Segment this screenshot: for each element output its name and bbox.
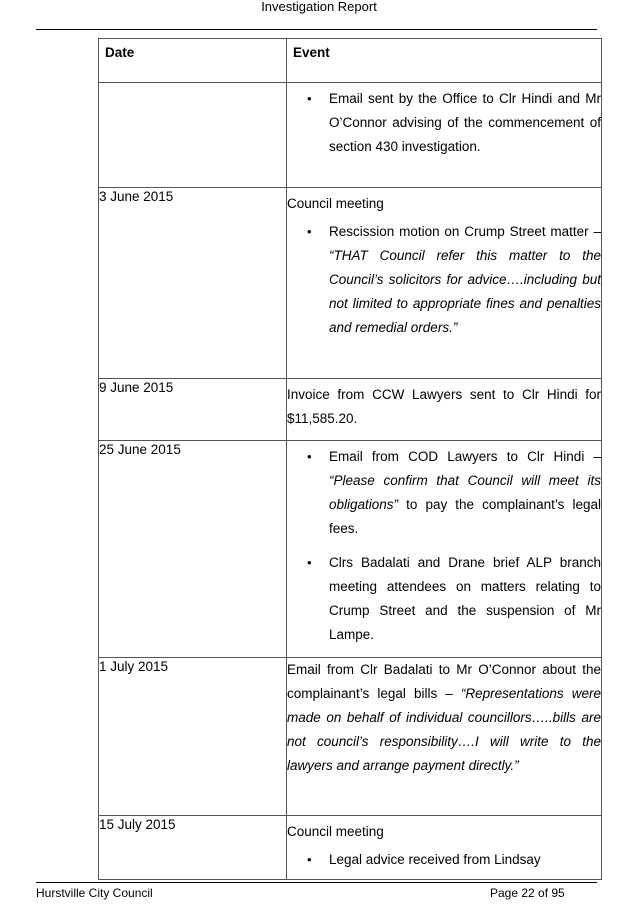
table-row [99,188,602,379]
event-cell [287,816,602,880]
event-cell [287,379,602,441]
footer-organisation: Hurstville City Council [36,886,153,900]
date-cell [99,83,287,188]
table-row [99,441,602,658]
table-row [99,379,602,441]
event-bullets [287,87,601,159]
event-bullet: • Email sent by the Office to Clr Hindi and Mr O’Connor advising of the commencement of section 430 investigation. [287,87,601,159]
event-cell [287,188,602,379]
event-cell [287,658,602,816]
date-cell: 25 June 2015 [99,441,287,658]
event-bullets [287,220,601,340]
event-lead: Council meeting [287,824,384,839]
date-cell: 9 June 2015 [99,379,287,441]
event-cell [287,441,602,658]
column-header-date: Date [99,39,287,83]
event-bullet: • Email from COD Lawyers to Clr Hindi – “Please confirm that Council will meet its obligations” to pay the complainant’s legal fees. [287,445,601,541]
timeline-table [98,38,602,880]
event-bullet: • Clrs Badalati and Drane brief ALP branch meeting attendees on matters relating to Crump Street and the suspension of Mr Lampe. [287,551,601,647]
footer-rule [36,882,597,883]
footer-page-number: Page 22 of 95 [490,886,565,900]
page-header: Investigation Report [261,0,377,14]
event-lead: Council meeting [287,196,384,211]
date-cell: 1 July 2015 [99,658,287,816]
table-row [99,83,602,188]
event-cell [287,83,602,188]
date-cell: 15 July 2015 [99,816,287,880]
event-lead: Email from Clr Badalati to Mr O’Connor about the complainant’s legal bills – “Representations were made on behalf of individual councillors…..bills are not council’s responsibility….I will write to the lawyers and arrange payment directly.” [287,662,601,773]
column-header-event: Event [287,39,602,83]
table-row [99,816,602,880]
event-lead: Invoice from CCW Lawyers sent to Clr Hindi for $11,585.20. [287,387,601,426]
event-bullet: • Legal advice received from Lindsay [287,848,601,872]
event-bullets [287,445,601,647]
date-cell: 3 June 2015 [99,188,287,379]
table-header-row [99,39,602,83]
event-bullets [287,848,601,872]
table-row [99,658,602,816]
header-rule [36,29,597,30]
event-bullet: • Rescission motion on Crump Street matter – “THAT Council refer this matter to the Council’s solicitors for advice….including but not limited to appropriate fines and penalties and remedial orders.” [287,220,601,340]
